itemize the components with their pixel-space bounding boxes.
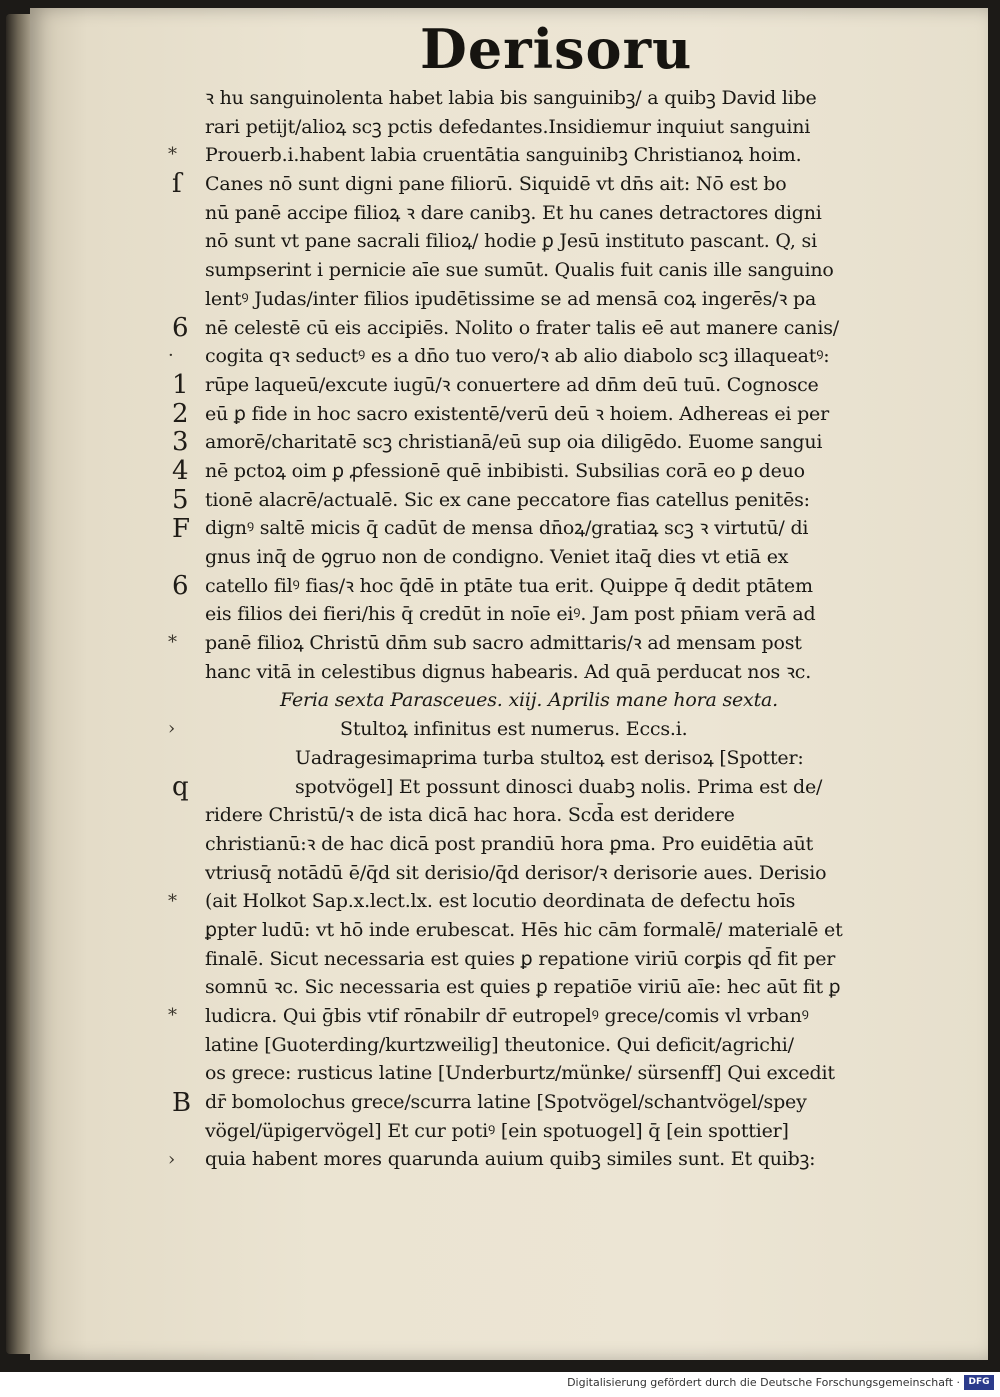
- text-line: rari petijt/alioꝝ scꝫ pctis defedantes.Insidiemur inquiut sanguini: [205, 115, 811, 138]
- margin-mark: *: [168, 632, 177, 654]
- text-line: ꝑpter ludū: vt hō inde erubescat. Hēs hic cām formalē/ materialē et: [205, 918, 843, 941]
- text-line: Feria sexta Parasceues. xiij. Aprilis mane hora sexta.: [280, 689, 778, 712]
- margin-mark: *: [168, 1005, 177, 1027]
- text-line: finalē. Sicut necessaria est quies ꝑ repatione viriū corꝑis qd̄ fit per: [205, 947, 836, 970]
- text-line: catello filꝰ fias/ꝛ hoc q̄dē in ptāte tua erit. Quippe q̄ dedit ptātem: [205, 574, 813, 597]
- text-line: nū panē accipe filioꝝ ꝛ dare canibꝫ. Et hu canes detractores digni: [205, 201, 822, 224]
- text-line: hanc vitā in celestibus dignus habearis. Ad quā perducat nos ꝛc.: [205, 660, 812, 683]
- margin-mark: ſ: [172, 169, 182, 200]
- text-line: ridere Christū/ꝛ de ista dicā hac hora. Scd̄a est deridere: [205, 804, 735, 827]
- text-line: christianū:ꝛ de hac dicā post prandiū hora ꝑma. Pro euidētia aūt: [205, 832, 814, 855]
- margin-mark: 1: [172, 370, 189, 400]
- margin-mark: 4: [172, 456, 189, 487]
- text-line: dignꝰ saltē micis q̄ cadūt de mensa dn̄oꝝ/gratiaꝝ scꝫ ꝛ virtutū/ di: [205, 517, 809, 540]
- margin-mark: 2: [172, 398, 189, 429]
- text-line: eū ꝑ fide in hoc sacro existentē/verū deū ꝛ hoiem. Adhereas ei per: [205, 402, 829, 425]
- text-line: gnus inq̄ de ꝯgruo non de condigno. Veniet itaq̄ dies vt etiā ex: [205, 546, 789, 568]
- text-line: dr̄ bomolochus grece/scurra latine [Spotvögel/schantvögel/spey: [205, 1091, 807, 1114]
- text-line: spotvögel] Et possunt dinosci duabꝫ nolis. Prima est de/: [295, 775, 823, 798]
- text-line: sumpserint i pernicie aīe sue sumūt. Qualis fuit canis ille sanguino: [205, 259, 834, 282]
- text-line: cogita qꝛ seductꝰ es a dn̄o tuo vero/ꝛ ab alio diabolo scꝫ illaqueatꝰ:: [205, 345, 830, 368]
- text-line: os grece: rusticus latine [Underburtz/münke/ sürsenff] Qui excedit: [205, 1062, 835, 1085]
- margin-mark: 6: [172, 570, 189, 601]
- footer-credit: Digitalisierung gefördert durch die Deutsche Forschungsgemeinschaft ·: [567, 1376, 960, 1389]
- dfg-logo-icon: DFG: [964, 1375, 994, 1390]
- margin-mark: *: [168, 890, 177, 912]
- margin-mark: F: [172, 513, 191, 544]
- margin-mark: 5: [172, 484, 189, 515]
- text-line: Uadragesimaprima turba stultoꝝ est derisoꝝ [Spotter:: [295, 746, 804, 769]
- text-line: vtriusq̄ notādū ē/q̄d sit derisio/q̄d derisor/ꝛ derisorie aues. Derisio: [205, 861, 827, 884]
- text-line: quia habent mores quarunda auium quibꝫ similes sunt. Et quibꝫ:: [205, 1148, 816, 1171]
- text-line: nō sunt vt pane sacrali filioꝝ/ hodie ꝑ Jesū instituto pascant. Q, si: [205, 230, 817, 253]
- running-head: Derisoru: [420, 17, 693, 81]
- text-line: panē filioꝝ Christū dn̄m sub sacro admittaris/ꝛ ad mensam post: [205, 632, 802, 655]
- text-line: nē celestē cū eis accipiēs. Nolito o frater talis eē aut manere canis/: [205, 316, 839, 339]
- margin-mark: ·: [168, 345, 174, 367]
- text-line: rūpe laqueū/excute iugū/ꝛ conuertere ad dn̄m deū tuū. Cognosce: [205, 373, 819, 396]
- text-line: Canes nō sunt digni pane filiorū. Siquidē vt dn̄s ait: Nō est bo: [205, 173, 787, 196]
- text-line: ludicra. Qui ḡbis vtif rōnabilr dr̄ eutropelꝰ grece/comis vl vrbanꝰ: [205, 1005, 809, 1027]
- margin-mark: ›: [168, 718, 176, 740]
- body-text: [205, 84, 965, 1174]
- margin-mark: 6: [172, 312, 189, 343]
- text-line: eis filios dei fieri/his q̄ credūt in noīe eiꝰ. Jam post pn̄iam verā ad: [205, 603, 816, 626]
- margin-mark: B: [172, 1087, 192, 1118]
- text-line: nē pctoꝝ oim ꝑ ꝓfessionē quē inbibisti. Subsilias corā eo ꝑ deuo: [205, 459, 805, 482]
- margin-mark: *: [168, 144, 177, 166]
- text-line: (ait Holkot Sap.x.lect.lx. est locutio deordinata de defectu hoīs: [205, 890, 796, 913]
- text-line: amorē/charitatē scꝫ christianā/eū sup oia diligēdo. Euome sangui: [205, 431, 823, 454]
- margin-mark: ›: [168, 1148, 176, 1170]
- margin-mark: q: [172, 771, 189, 802]
- text-line: somnū ꝛc. Sic necessaria est quies ꝑ repatiōe viriū aīe: hec aūt fit ꝑ: [205, 976, 841, 999]
- text-line: Prouerb.i.habent labia cruentātia sanguinibꝫ Christianoꝝ hoim.: [205, 144, 802, 167]
- text-line: tionē alacrē/actualē. Sic ex cane peccatore fias catellus penitēs:: [205, 488, 810, 511]
- text-line: Stultoꝝ infinitus est numerus. Eccs.i.: [340, 718, 688, 741]
- text-line: vögel/üpigervögel] Et cur potiꝰ [ein spotuogel] q̄ [ein spottier]: [205, 1119, 789, 1142]
- footer-bar: [0, 1372, 1000, 1397]
- text-line: latine [Guoterding/kurtzweilig] theutonice. Qui deficit/agrichi/: [205, 1033, 794, 1056]
- margin-mark: 3: [172, 427, 189, 458]
- text-line: ꝛ hu sanguinolenta habet labia bis sanguinibꝫ/ a quibꝫ David libe: [205, 87, 817, 109]
- text-line: lentꝰ Judas/inter filios ipudētissime se ad mensā coꝝ ingerēs/ꝛ pa: [205, 287, 817, 310]
